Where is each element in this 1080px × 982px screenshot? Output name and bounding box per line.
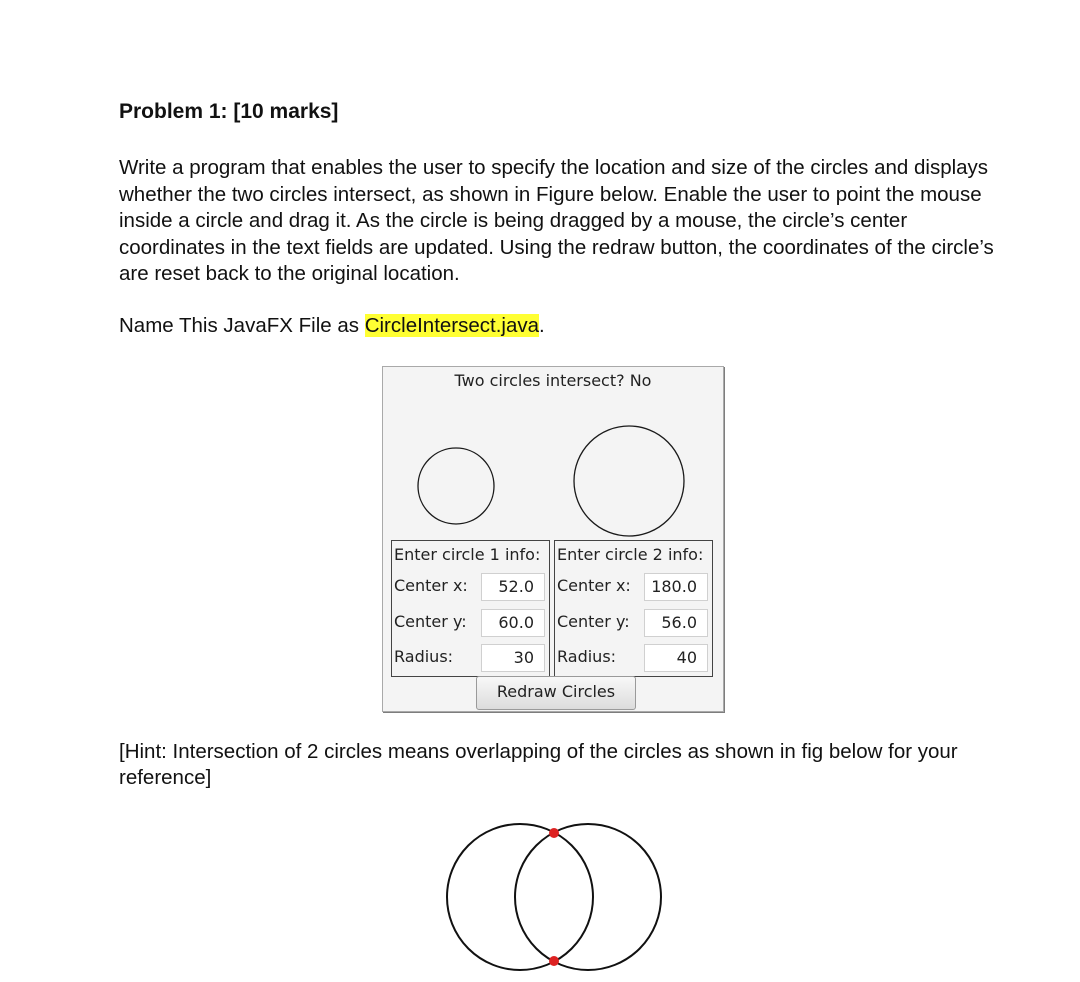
circle-1-panel-title: Enter circle 1 info: bbox=[394, 545, 541, 564]
file-name-line bbox=[119, 314, 545, 338]
reference-circle-left bbox=[447, 824, 593, 970]
circle-2-center-x-label: Center x: bbox=[557, 576, 631, 595]
intersection-point-bottom bbox=[549, 956, 559, 966]
intersection-diagram bbox=[440, 815, 670, 980]
circle-2-radius-field[interactable]: 40 bbox=[644, 644, 708, 672]
circle-2[interactable] bbox=[574, 426, 684, 536]
circle-2-panel-title: Enter circle 2 info: bbox=[557, 545, 704, 564]
hint-text: [Hint: Intersection of 2 circles means overlapping of the circles as shown in fig below for your reference] bbox=[119, 740, 958, 789]
circle-1-center-y-label: Center y: bbox=[394, 612, 467, 631]
circle-2-center-y-row bbox=[557, 607, 710, 639]
circle-2-info-panel bbox=[554, 540, 713, 677]
file-name-suffix: . bbox=[539, 314, 545, 337]
javafx-window-figure bbox=[382, 366, 724, 712]
circle-1[interactable] bbox=[418, 448, 494, 524]
circle-1-info-panel bbox=[391, 540, 550, 677]
circle-1-center-x-label: Center x: bbox=[394, 576, 468, 595]
circle-2-center-x-row bbox=[557, 571, 710, 603]
circle-1-radius-field[interactable]: 30 bbox=[481, 644, 545, 672]
circle-1-center-x-field[interactable]: 52.0 bbox=[481, 573, 545, 601]
circle-2-center-y-field[interactable]: 56.0 bbox=[644, 609, 708, 637]
circle-1-radius-label: Radius: bbox=[394, 647, 454, 666]
circle-2-radius-label: Radius: bbox=[557, 647, 617, 666]
circle-2-center-x-field[interactable]: 180.0 bbox=[644, 573, 708, 601]
problem-heading: Problem 1: [10 marks] bbox=[119, 100, 339, 123]
intersect-status-label: Two circles intersect? No bbox=[454, 371, 652, 390]
intersection-point-top bbox=[549, 828, 559, 838]
circle-1-radius-row bbox=[394, 642, 547, 674]
problem-description: Write a program that enables the user to specify the location and size of the circles and displays whether the two circles intersect, as shown in Figure below. Enable the user to point the mouse inside a circle and drag it. As the circle is being dragged by a mouse, the circle’s center coordinates in the text fields are updated. Using the redraw button, the coordinates of the circle’s are reset back to the original location. bbox=[119, 156, 994, 285]
circle-1-center-y-row bbox=[394, 607, 547, 639]
circle-2-center-y-label: Center y: bbox=[557, 612, 630, 631]
reference-circle-right bbox=[515, 824, 661, 970]
file-name-prefix: Name This JavaFX File as bbox=[119, 314, 365, 337]
circle-1-center-x-row bbox=[394, 571, 547, 603]
circle-1-center-y-field[interactable]: 60.0 bbox=[481, 609, 545, 637]
redraw-circles-button[interactable]: Redraw Circles bbox=[476, 676, 636, 710]
file-name-highlight: CircleIntersect.java bbox=[364, 314, 540, 337]
circles-canvas bbox=[383, 407, 723, 537]
circle-2-radius-row bbox=[557, 642, 710, 674]
